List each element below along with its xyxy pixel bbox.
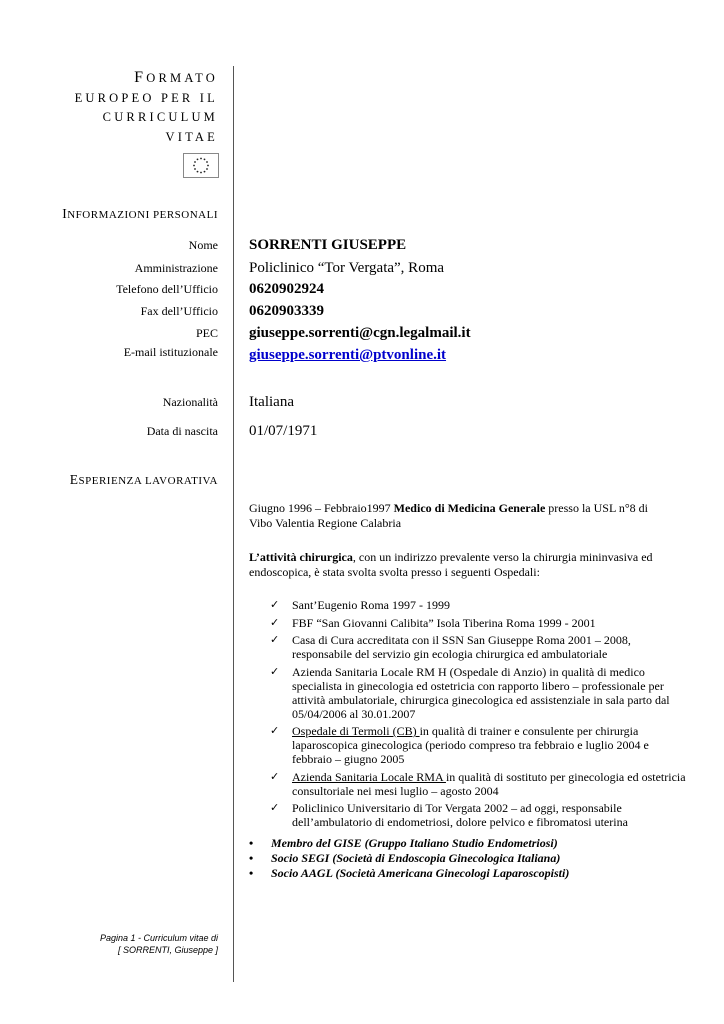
label-administration: Amministrazione xyxy=(134,261,218,275)
footer-line-1: Pagina 1 - Curriculum vitae di xyxy=(99,933,218,943)
section-initial: I xyxy=(62,206,68,221)
label-office-fax: Fax dell’Ufficio xyxy=(140,304,218,318)
checkmark-icon: ✓ xyxy=(270,633,280,646)
label-nationality: Nazionalità xyxy=(162,395,218,409)
checkmark-icon: ✓ xyxy=(270,769,280,783)
text: presso la USL n°8 di Vibo Valentia Regione Calabria xyxy=(249,501,648,530)
list-item-text: in qualità di trainer e consulente per chirurgia laparoscopica ginecologica (periodo compreso tra febbraio e luglio 2004 e febbraio – giugno 2005 xyxy=(292,724,649,766)
section-heading: SPERIENZA LAVORATIVA xyxy=(78,475,218,487)
checkmark-icon: ✓ xyxy=(270,801,280,814)
list-item xyxy=(270,665,690,721)
list-item-text: Casa di Cura accreditata con il SSN San Giuseppe Roma 2001 – 2008, responsabile del servizio gin ecologia chirurgica ed ambulatoriale xyxy=(292,633,631,661)
list-item xyxy=(270,633,690,661)
list-item xyxy=(270,724,690,766)
title-line-3: CURRICULUM xyxy=(102,110,218,124)
label-birthdate: Data di nascita xyxy=(146,424,218,438)
membership-text: Socio SEGI (Società di Endoscopia Ginecologica Italiana) xyxy=(271,851,561,865)
title-line-2: EUROPEO PER IL xyxy=(74,90,218,105)
list-item xyxy=(249,851,689,866)
list-item-text: in qualità di sostituto per ginecologia ed ostetricia consultoriale nei mesi luglio – agosto 2004 xyxy=(292,769,686,798)
list-item xyxy=(270,616,690,630)
list-item-text: Azienda Sanitaria Locale RM H (Ospedale di Anzio) in qualità di medico specialista in ginecologia ed ostetricia con rapporto libero – professionale per attività ambulatoriale, chirurgica ginecologica ed assistenziale in sala parto dal 05/04/2006 al 30.01.2007 xyxy=(292,664,670,721)
email-link[interactable]: giuseppe.sorrenti@ptvonline.it xyxy=(249,347,447,363)
emphasis: L’attività chirurgica xyxy=(249,550,353,564)
list-item-underlined: Ospedale di Termoli (CB) xyxy=(292,724,420,738)
list-item xyxy=(270,598,690,612)
membership-text: Membro del GISE (Gruppo Italiano Studio Endometriosi) xyxy=(271,836,558,850)
value-pec: giuseppe.sorrenti@cgn.legalmail.it xyxy=(249,325,471,341)
section-initial: E xyxy=(69,472,79,487)
experience-paragraph-1 xyxy=(249,501,669,531)
membership-list xyxy=(249,836,689,881)
experience-paragraph-2 xyxy=(249,550,669,580)
hospital-list xyxy=(270,598,690,833)
label-pec: PEC xyxy=(195,326,218,340)
list-item-underlined: Azienda Sanitaria Locale RMA xyxy=(292,769,446,784)
section-personal-info xyxy=(62,206,218,222)
label-name: Nome xyxy=(188,238,218,252)
vertical-divider xyxy=(233,66,234,982)
value-administration: Policlinico “Tor Vergata”, Roma xyxy=(249,260,445,276)
value-office-fax: 0620903339 xyxy=(249,303,324,319)
section-heading: NFORMAZIONI PERSONALI xyxy=(67,209,218,221)
list-item-text: FBF “San Giovanni Calibita” Isola Tiberina Roma 1999 - 2001 xyxy=(292,615,596,630)
value-office-phone: 0620902924 xyxy=(249,281,324,297)
checkmark-icon: ✓ xyxy=(270,598,280,611)
list-item-text: Sant’Eugenio Roma 1997 - 1999 xyxy=(292,598,450,612)
title-line-1: ORMATO xyxy=(146,71,218,85)
bullet-icon: • xyxy=(249,851,254,865)
text: Giugno 1996 – Febbraio1997 xyxy=(249,501,394,515)
list-item xyxy=(270,770,690,798)
checkmark-icon: ✓ xyxy=(270,664,280,678)
value-name: SORRENTI GIUSEPPE xyxy=(249,237,407,253)
checkmark-icon: ✓ xyxy=(270,615,280,629)
value-nationality: Italiana xyxy=(249,394,294,410)
label-office-phone: Telefono dell’Ufficio xyxy=(116,282,218,296)
list-item xyxy=(249,836,689,851)
list-item xyxy=(249,866,689,881)
cv-title xyxy=(75,68,218,147)
title-initial: F xyxy=(134,69,147,86)
list-item xyxy=(270,801,690,829)
list-item-text: Policlinico Universitario di Tor Vergata 2002 – ad oggi, responsabile dell’ambulatorio di endometriosi, dolore pelvico e fibromatosi uterina xyxy=(292,801,628,829)
title-line-4: VITAE xyxy=(165,129,218,144)
job-title: Medico di Medicina Generale xyxy=(393,501,546,515)
eu-flag-icon xyxy=(183,153,219,178)
bullet-icon: • xyxy=(249,866,254,880)
footer-line-2: [ SORRENTI, Giuseppe ] xyxy=(117,945,218,955)
section-work-experience xyxy=(70,472,218,488)
bullet-icon: • xyxy=(249,836,254,850)
text: , con un indirizzo prevalente verso la chirurgia mininvasiva ed endoscopica, è stata svolta svolta presso i seguenti Ospedali: xyxy=(249,550,653,579)
value-birthdate: 01/07/1971 xyxy=(249,423,318,439)
page-footer xyxy=(100,932,218,956)
membership-text: Socio AAGL (Società Americana Ginecologi Laparoscopisti) xyxy=(271,866,570,880)
label-email: E-mail istituzionale xyxy=(123,345,218,359)
checkmark-icon: ✓ xyxy=(270,724,280,737)
